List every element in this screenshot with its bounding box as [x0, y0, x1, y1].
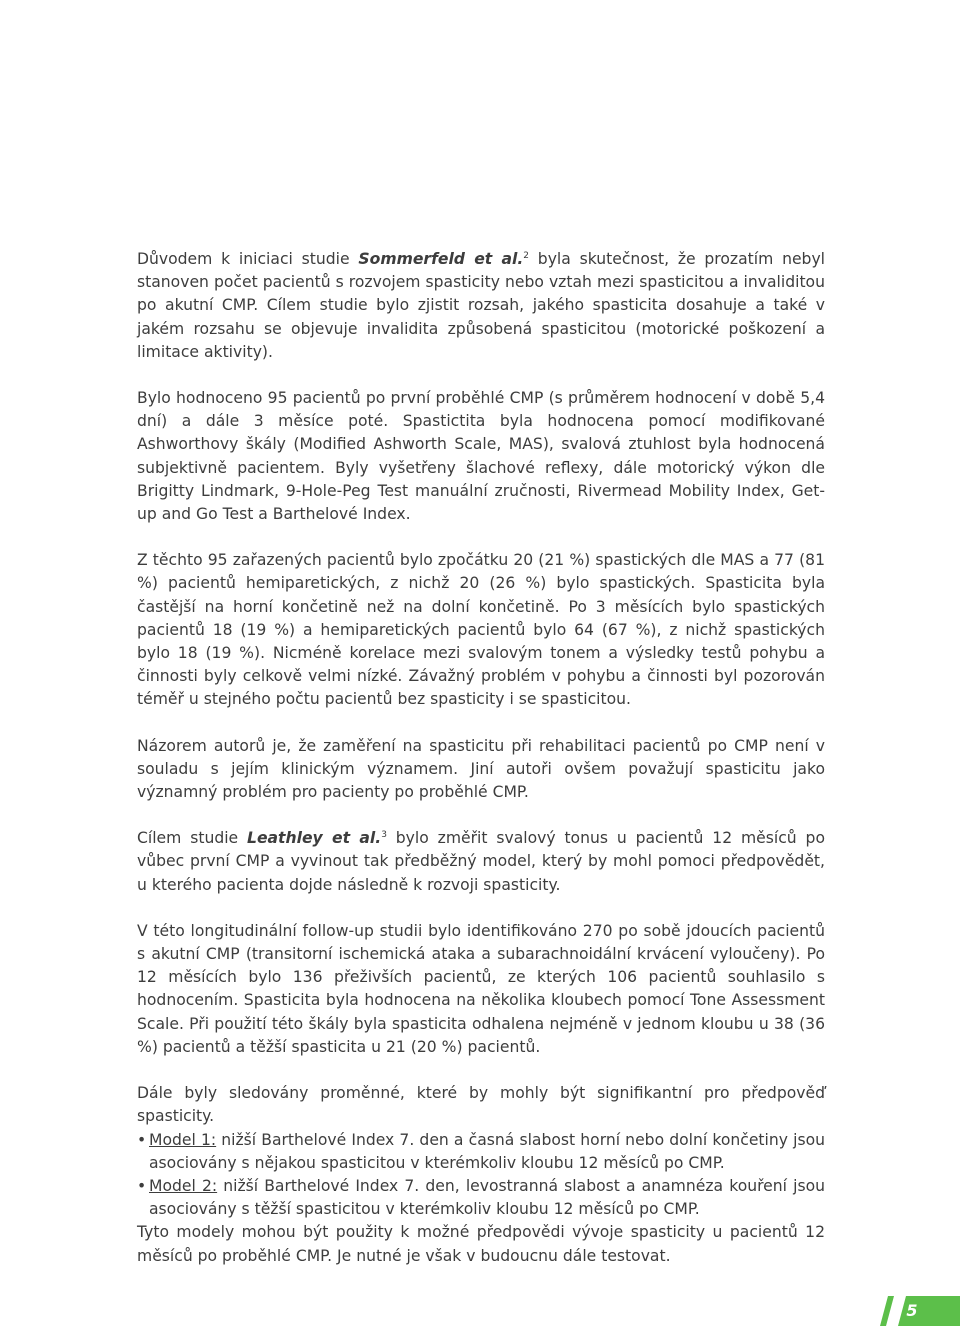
model-text: nižší Barthelové Index 7. den a časná slabost horní nebo dolní končetiny jsou asociovány s nějakou spasticitou v kterémkoliv kloubu 12 měsíců po CMP. — [149, 1130, 825, 1172]
bullet-icon: • — [137, 1176, 147, 1195]
article-body — [137, 248, 825, 1268]
page-number: 5 — [906, 1301, 918, 1320]
model-label: Model 2: — [149, 1176, 218, 1195]
author-citation: Sommerfeld et al. — [358, 250, 524, 268]
paragraph-text: Cílem studie — [137, 829, 248, 848]
paragraph-text: Důvodem k iniciaci studie — [137, 250, 359, 268]
model-text: nižší Barthelové Index 7. den, levostranná slabost a anamnéza kouření jsou asociovány s těžší spasticitou v kterémkoliv kloubu 12 měsíců po CMP. — [149, 1176, 825, 1219]
badge-accent-stripe — [880, 1296, 894, 1326]
paragraph-text: bylo změřit svalový tonus u pacientů 12 měsíců po vůbec první CMP a vyvinout tak předběžný model, který by mohl pomoci předpovědět, u kterého pacienta dojde následně k rozvoji spasticity. — [137, 829, 825, 894]
model-list — [137, 1129, 825, 1222]
list-item — [137, 1175, 825, 1221]
model-label: Model 1: — [149, 1130, 217, 1149]
paragraph-results: Z těchto 95 zařazených pacientů bylo zpočátku 20 (21 %) spastických dle MAS a 77 (81 %) pacientů hemiparetických, z nichž 20 (26 %) bylo spastických. Spasticita byla častější na horní končetině než na dolní končetině. Po 3 měsících bylo spastických pacientů 18 (19 %) a hemiparetických pacientů bylo 64 (67 %), z nichž spastických bylo 18 (19 %). Nicméně korelace mezi svalovým tonem a výsledky testů pohybu a činnosti byly celkově velmi nízké. Závažný problém v pohybu a činnosti byl pozorován téměř u stejného počtu pacientů bez spasticity i se spasticitou. — [137, 551, 825, 709]
bullet-icon: • — [137, 1130, 147, 1149]
paragraph-authors-opinion: Názorem autorů je, že zaměření na spasticitu při rehabilitaci pacientů po CMP není v souladu s jejím klinickým významem. Jiní autoři ovšem považují spasticitu jako významný problém pro pacienty po proběhlé CMP. — [137, 736, 825, 802]
paragraph-sommerfeld — [137, 248, 825, 364]
author-citation: Leathley et al. — [247, 829, 382, 848]
paragraph-followup-study: V této longitudinální follow-up studii bylo identifikováno 270 po sobě jdoucích pacientů s akutní CMP (transitorní ischemická ataka a subarachnoidální krvácení vyloučeny). Po 12 měsících bylo 136 přeživších pacientů, ze kterých 106 pacientů souhlasilo s hodnocením. Spasticita byla hodnocena na několika kloubech pomocí Tone Assessment Scale. Při použití této škály byla spasticita odhalena nejméně v jednom kloubu u 38 (36 %) pacientů a těžší spasticita u 21 (20 %) pacientů. — [137, 921, 825, 1056]
paragraph-leathley — [137, 827, 825, 897]
list-item — [137, 1129, 825, 1175]
paragraph-variables: Dále byly sledovány proměnné, které by mohly být signifikantní pro předpověď spasticity. — [137, 1084, 825, 1126]
reference-number: 2 — [523, 250, 530, 261]
paragraph-text: byla skutečnost, že prozatím nebyl stanoven počet pacientů s rozvojem spasticity nebo vztah mezi spasticitou a invaliditou po akutní CMP. Cílem studie bylo zjistit rozsah, jakého spasticita dosahuje a také v jakém rozsahu se objevuje invalidita způsobená spasticitou (motorické poškození a limitace aktivity). — [137, 250, 825, 361]
paragraph-conclusion: Tyto modely mohou být použity k možné předpovědi vývoje spasticity u pacientů 12 měsíců po proběhlé CMP. Je nutné je však v budoucnu dále testovat. — [137, 1223, 825, 1265]
reference-number: 3 — [381, 830, 387, 841]
paragraph-methods: Bylo hodnoceno 95 pacientů po první proběhlé CMP (s průměrem hodnocení v době 5,4 dní) a dále 3 měsíce poté. Spastictita byla hodnocena pomocí modifikované Ashworthovy škály (Modified Ashworth Scale, MAS), svalová ztuhlost byla hodnocená subjektivně pacientem. Byly vyšetřeny šlachové reflexy, dále motorický výkon dle Brigitty Lindmark, 9-Hole-Peg Test manuální zručnosti, Rivermead Mobility Index, Get-up and Go Test a Barthelové Index. — [137, 389, 825, 524]
